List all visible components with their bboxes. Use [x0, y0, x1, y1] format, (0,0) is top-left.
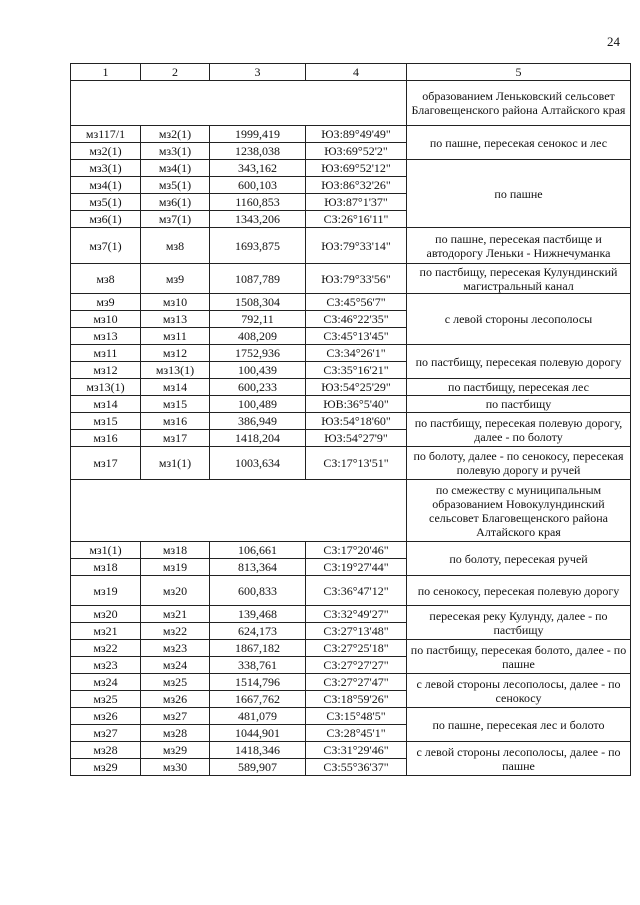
length: 386,949 — [210, 413, 306, 430]
bearing: ЮВ:36°5'40" — [306, 396, 407, 413]
route-description: по пастбищу, пересекая лес — [407, 379, 631, 396]
to-point: мз23 — [141, 640, 210, 657]
from-point: мз16 — [71, 430, 141, 447]
bearing: СЗ:35°16'21" — [306, 362, 407, 379]
to-point: мз2(1) — [141, 126, 210, 143]
to-point: мз12 — [141, 345, 210, 362]
section-row — [71, 480, 631, 542]
length: 1044,901 — [210, 725, 306, 742]
length: 1667,762 — [210, 691, 306, 708]
length: 408,209 — [210, 328, 306, 345]
length: 600,233 — [210, 379, 306, 396]
from-point: мз117/1 — [71, 126, 141, 143]
to-point: мз27 — [141, 708, 210, 725]
table-row — [71, 126, 631, 143]
section-spacer — [71, 81, 407, 126]
table-row — [71, 742, 631, 759]
bearing: СЗ:34°26'1" — [306, 345, 407, 362]
table-row — [71, 379, 631, 396]
to-point: мз20 — [141, 576, 210, 606]
to-point: мз5(1) — [141, 177, 210, 194]
length: 813,364 — [210, 559, 306, 576]
length: 624,173 — [210, 623, 306, 640]
length: 106,661 — [210, 542, 306, 559]
from-point: мз18 — [71, 559, 141, 576]
to-point: мз14 — [141, 379, 210, 396]
bearing: СЗ:36°47'12" — [306, 576, 407, 606]
length: 1867,182 — [210, 640, 306, 657]
from-point: мз13 — [71, 328, 141, 345]
table-row — [71, 413, 631, 430]
length: 343,162 — [210, 160, 306, 177]
route-description: пересекая реку Кулунду, далее - по пастбищу — [407, 606, 631, 640]
from-point: мз26 — [71, 708, 141, 725]
from-point: мз6(1) — [71, 211, 141, 228]
from-point: мз5(1) — [71, 194, 141, 211]
table-row — [71, 640, 631, 657]
from-point: мз28 — [71, 742, 141, 759]
to-point: мз11 — [141, 328, 210, 345]
to-point: мз8 — [141, 228, 210, 264]
length: 1343,206 — [210, 211, 306, 228]
from-point: мз13(1) — [71, 379, 141, 396]
bearing: ЮЗ:79°33'14" — [306, 228, 407, 264]
table-row — [71, 160, 631, 177]
to-point: мз28 — [141, 725, 210, 742]
length: 1238,038 — [210, 143, 306, 160]
to-point: мз13(1) — [141, 362, 210, 379]
bearing: ЮЗ:79°33'56" — [306, 264, 407, 294]
header-cell: 1 — [71, 64, 141, 81]
from-point: мз15 — [71, 413, 141, 430]
to-point: мз26 — [141, 691, 210, 708]
from-point: мз29 — [71, 759, 141, 776]
from-point: мз1(1) — [71, 542, 141, 559]
length: 792,11 — [210, 311, 306, 328]
length: 600,833 — [210, 576, 306, 606]
to-point: мз15 — [141, 396, 210, 413]
table-row — [71, 294, 631, 311]
table-row — [71, 264, 631, 294]
from-point: мз17 — [71, 447, 141, 480]
bearing: СЗ:27°25'18" — [306, 640, 407, 657]
section-row — [71, 81, 631, 126]
length: 100,439 — [210, 362, 306, 379]
table-row — [71, 606, 631, 623]
bearing: ЮЗ:69°52'2" — [306, 143, 407, 160]
to-point: мз30 — [141, 759, 210, 776]
from-point: мз12 — [71, 362, 141, 379]
length: 1693,875 — [210, 228, 306, 264]
bearing: СЗ:46°22'35" — [306, 311, 407, 328]
to-point: мз18 — [141, 542, 210, 559]
from-point: мз8 — [71, 264, 141, 294]
from-point: мз23 — [71, 657, 141, 674]
length: 1418,204 — [210, 430, 306, 447]
to-point: мз29 — [141, 742, 210, 759]
to-point: мз1(1) — [141, 447, 210, 480]
bearing: СЗ:17°20'46" — [306, 542, 407, 559]
bearing: СЗ:45°56'7" — [306, 294, 407, 311]
to-point: мз22 — [141, 623, 210, 640]
from-point: мз7(1) — [71, 228, 141, 264]
length: 589,907 — [210, 759, 306, 776]
to-point: мз3(1) — [141, 143, 210, 160]
bearing: СЗ:27°27'47" — [306, 674, 407, 691]
boundary-table — [70, 63, 631, 776]
route-description: по пастбищу, пересекая полевую дорогу — [407, 345, 631, 379]
section-spacer — [71, 480, 407, 542]
route-description: с левой стороны лесополосы — [407, 294, 631, 345]
length: 139,468 — [210, 606, 306, 623]
bearing: СЗ:32°49'27" — [306, 606, 407, 623]
from-point: мз2(1) — [71, 143, 141, 160]
from-point: мз22 — [71, 640, 141, 657]
bearing: ЮЗ:54°25'29" — [306, 379, 407, 396]
to-point: мз16 — [141, 413, 210, 430]
bearing: СЗ:15°48'5" — [306, 708, 407, 725]
from-point: мз14 — [71, 396, 141, 413]
length: 481,079 — [210, 708, 306, 725]
to-point: мз21 — [141, 606, 210, 623]
table-row — [71, 345, 631, 362]
bearing: ЮЗ:54°27'9" — [306, 430, 407, 447]
bearing: ЮЗ:87°1'37" — [306, 194, 407, 211]
table-row — [71, 447, 631, 480]
route-description: по болоту, пересекая ручей — [407, 542, 631, 576]
to-point: мз19 — [141, 559, 210, 576]
from-point: мз9 — [71, 294, 141, 311]
route-description: с левой стороны лесополосы, далее - по пашне — [407, 742, 631, 776]
length: 1418,346 — [210, 742, 306, 759]
header-cell: 5 — [407, 64, 631, 81]
to-point: мз7(1) — [141, 211, 210, 228]
route-description: по пашне, пересекая сенокос и лес — [407, 126, 631, 160]
from-point: мз25 — [71, 691, 141, 708]
section-text: образованием Леньковский сельсовет Благовещенского района Алтайского края — [407, 81, 631, 126]
bearing: СЗ:55°36'37" — [306, 759, 407, 776]
bearing: СЗ:17°13'51" — [306, 447, 407, 480]
length: 1752,936 — [210, 345, 306, 362]
header-cell: 3 — [210, 64, 306, 81]
bearing: ЮЗ:86°32'26" — [306, 177, 407, 194]
bearing: СЗ:19°27'44" — [306, 559, 407, 576]
route-description: по сенокосу, пересекая полевую дорогу — [407, 576, 631, 606]
length: 1508,304 — [210, 294, 306, 311]
route-description: по пастбищу, пересекая Кулундинский магистральный канал — [407, 264, 631, 294]
route-description: по пашне, пересекая лес и болото — [407, 708, 631, 742]
length: 1999,419 — [210, 126, 306, 143]
route-description: по пастбищу, пересекая полевую дорогу, далее - по болоту — [407, 413, 631, 447]
table-row — [71, 576, 631, 606]
from-point: мз21 — [71, 623, 141, 640]
length: 1514,796 — [210, 674, 306, 691]
bearing: СЗ:27°13'48" — [306, 623, 407, 640]
to-point: мз24 — [141, 657, 210, 674]
length: 1160,853 — [210, 194, 306, 211]
route-description: по пастбищу, пересекая болото, далее - по пашне — [407, 640, 631, 674]
from-point: мз20 — [71, 606, 141, 623]
bearing: СЗ:28°45'1" — [306, 725, 407, 742]
route-description: по болоту, далее - по сенокосу, пересекая полевую дорогу и ручей — [407, 447, 631, 480]
route-description: по пастбищу — [407, 396, 631, 413]
bearing: СЗ:27°27'27" — [306, 657, 407, 674]
table-row — [71, 674, 631, 691]
table-row — [71, 708, 631, 725]
to-point: мз9 — [141, 264, 210, 294]
bearing: ЮЗ:54°18'60" — [306, 413, 407, 430]
to-point: мз4(1) — [141, 160, 210, 177]
to-point: мз25 — [141, 674, 210, 691]
from-point: мз10 — [71, 311, 141, 328]
bearing: СЗ:31°29'46" — [306, 742, 407, 759]
header-row — [71, 64, 631, 81]
table-row — [71, 396, 631, 413]
bearing: СЗ:18°59'26" — [306, 691, 407, 708]
from-point: мз3(1) — [71, 160, 141, 177]
table-row — [71, 228, 631, 264]
bearing: ЮЗ:89°49'49" — [306, 126, 407, 143]
route-description: по пашне — [407, 160, 631, 228]
from-point: мз4(1) — [71, 177, 141, 194]
from-point: мз24 — [71, 674, 141, 691]
route-description: по пашне, пересекая пастбище и автодорогу Леньки - Нижнечуманка — [407, 228, 631, 264]
to-point: мз17 — [141, 430, 210, 447]
section-text: по смежеству с муниципальным образованием Новокулундинский сельсовет Благовещенского района Алтайского края — [407, 480, 631, 542]
length: 100,489 — [210, 396, 306, 413]
header-cell: 2 — [141, 64, 210, 81]
to-point: мз10 — [141, 294, 210, 311]
length: 600,103 — [210, 177, 306, 194]
bearing: СЗ:45°13'45" — [306, 328, 407, 345]
bearing: СЗ:26°16'11" — [306, 211, 407, 228]
length: 1087,789 — [210, 264, 306, 294]
to-point: мз13 — [141, 311, 210, 328]
from-point: мз27 — [71, 725, 141, 742]
page-number: 24 — [607, 34, 620, 49]
length: 338,761 — [210, 657, 306, 674]
from-point: мз11 — [71, 345, 141, 362]
from-point: мз19 — [71, 576, 141, 606]
table-row — [71, 542, 631, 559]
route-description: с левой стороны лесополосы, далее - по сенокосу — [407, 674, 631, 708]
header-cell: 4 — [306, 64, 407, 81]
length: 1003,634 — [210, 447, 306, 480]
to-point: мз6(1) — [141, 194, 210, 211]
bearing: ЮЗ:69°52'12" — [306, 160, 407, 177]
